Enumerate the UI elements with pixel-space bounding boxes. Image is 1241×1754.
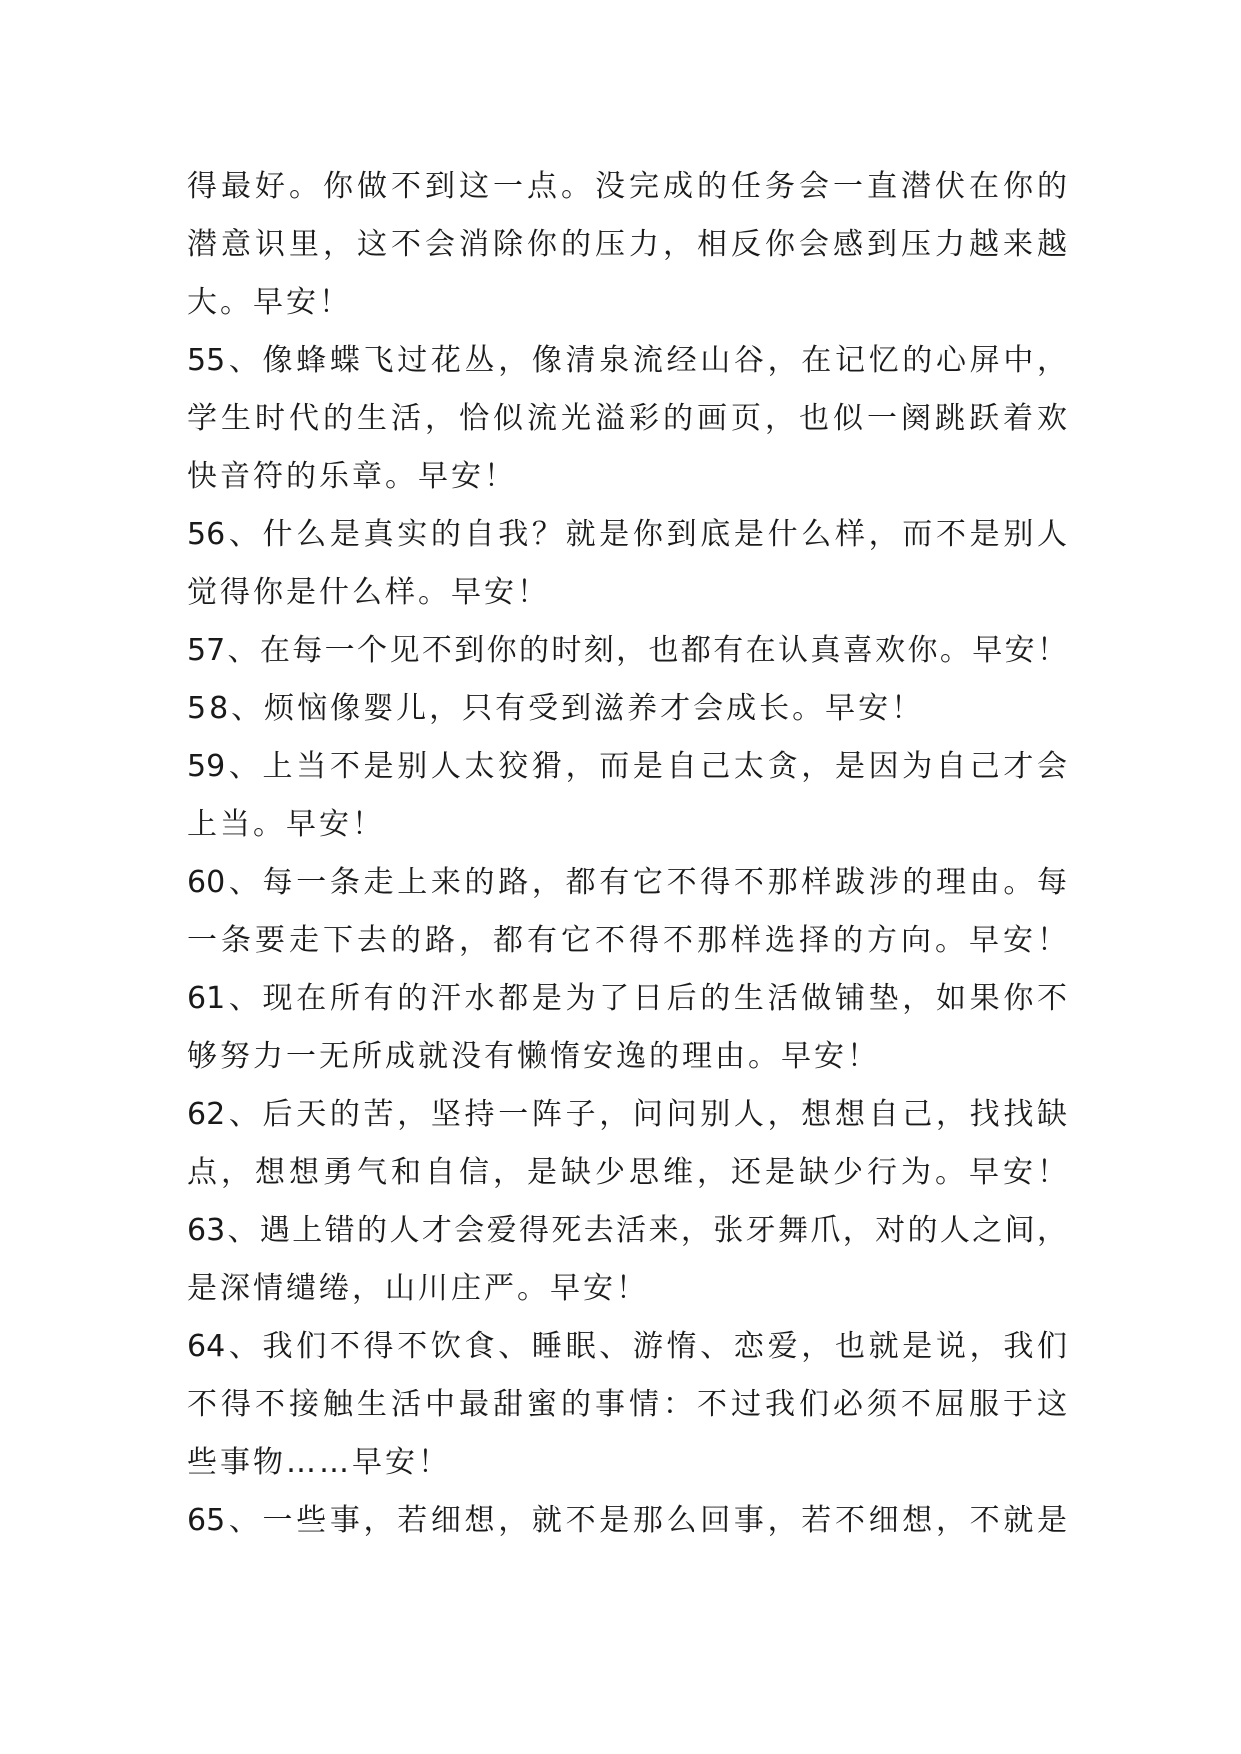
text-line: 大。早安！: [187, 285, 352, 320]
text-line: 潜意识里，这不会消除你的压力，相反你会感到压力越来越: [187, 227, 1067, 262]
text-line: 65、一些事，若细想，就不是那么回事，若不细想，不就是: [187, 1503, 1067, 1538]
text-line: 觉得你是什么样。早安！: [187, 575, 550, 610]
text-line: 快音符的乐章。早安！: [187, 459, 517, 494]
text-line: 些事物……早安！: [187, 1445, 451, 1480]
text-line: 60、每一条走上来的路，都有它不得不那样跋涉的理由。每: [187, 865, 1067, 900]
text-line: 59、上当不是别人太狡猾，而是自己太贪，是因为自己才会: [187, 749, 1067, 784]
text-line: 上当。早安！: [187, 807, 385, 842]
text-line: 点，想想勇气和自信，是缺少思维，还是缺少行为。早安！: [187, 1155, 1067, 1190]
text-line: 57、在每一个见不到你的时刻，也都有在认真喜欢你。早安！: [187, 633, 1067, 668]
text-line: 64、我们不得不饮食、睡眠、游惰、恋爱，也就是说，我们: [187, 1329, 1067, 1364]
text-line: 56、什么是真实的自我？就是你到底是什么样，而不是别人: [187, 517, 1067, 552]
text-line: 学生时代的生活，恰似流光溢彩的画页，也似一阕跳跃着欢: [187, 401, 1067, 436]
text-line: 55、像蜂蝶飞过花丛，像清泉流经山谷，在记忆的心屏中，: [187, 343, 1067, 378]
text-line: 63、遇上错的人才会爱得死去活来，张牙舞爪，对的人之间，: [187, 1213, 1067, 1248]
text-line: 62、后天的苦，坚持一阵子，问问别人，想想自己，找找缺: [187, 1097, 1067, 1132]
document-body: [187, 158, 1067, 1550]
text-line: 得最好。你做不到这一点。没完成的任务会一直潜伏在你的: [187, 169, 1067, 204]
text-line: 61、现在所有的汗水都是为了日后的生活做铺垫，如果你不: [187, 981, 1067, 1016]
text-line: 58、烦恼像婴儿，只有受到滋养才会成长。早安！: [187, 691, 925, 726]
text-line: 是深情缱绻，山川庄严。早安！: [187, 1271, 649, 1306]
text-line: 够努力一无所成就没有懒惰安逸的理由。早安！: [187, 1039, 880, 1074]
text-line: 不得不接触生活中最甜蜜的事情：不过我们必须不屈服于这: [187, 1387, 1067, 1422]
text-line: 一条要走下去的路，都有它不得不那样选择的方向。早安！: [187, 923, 1067, 958]
